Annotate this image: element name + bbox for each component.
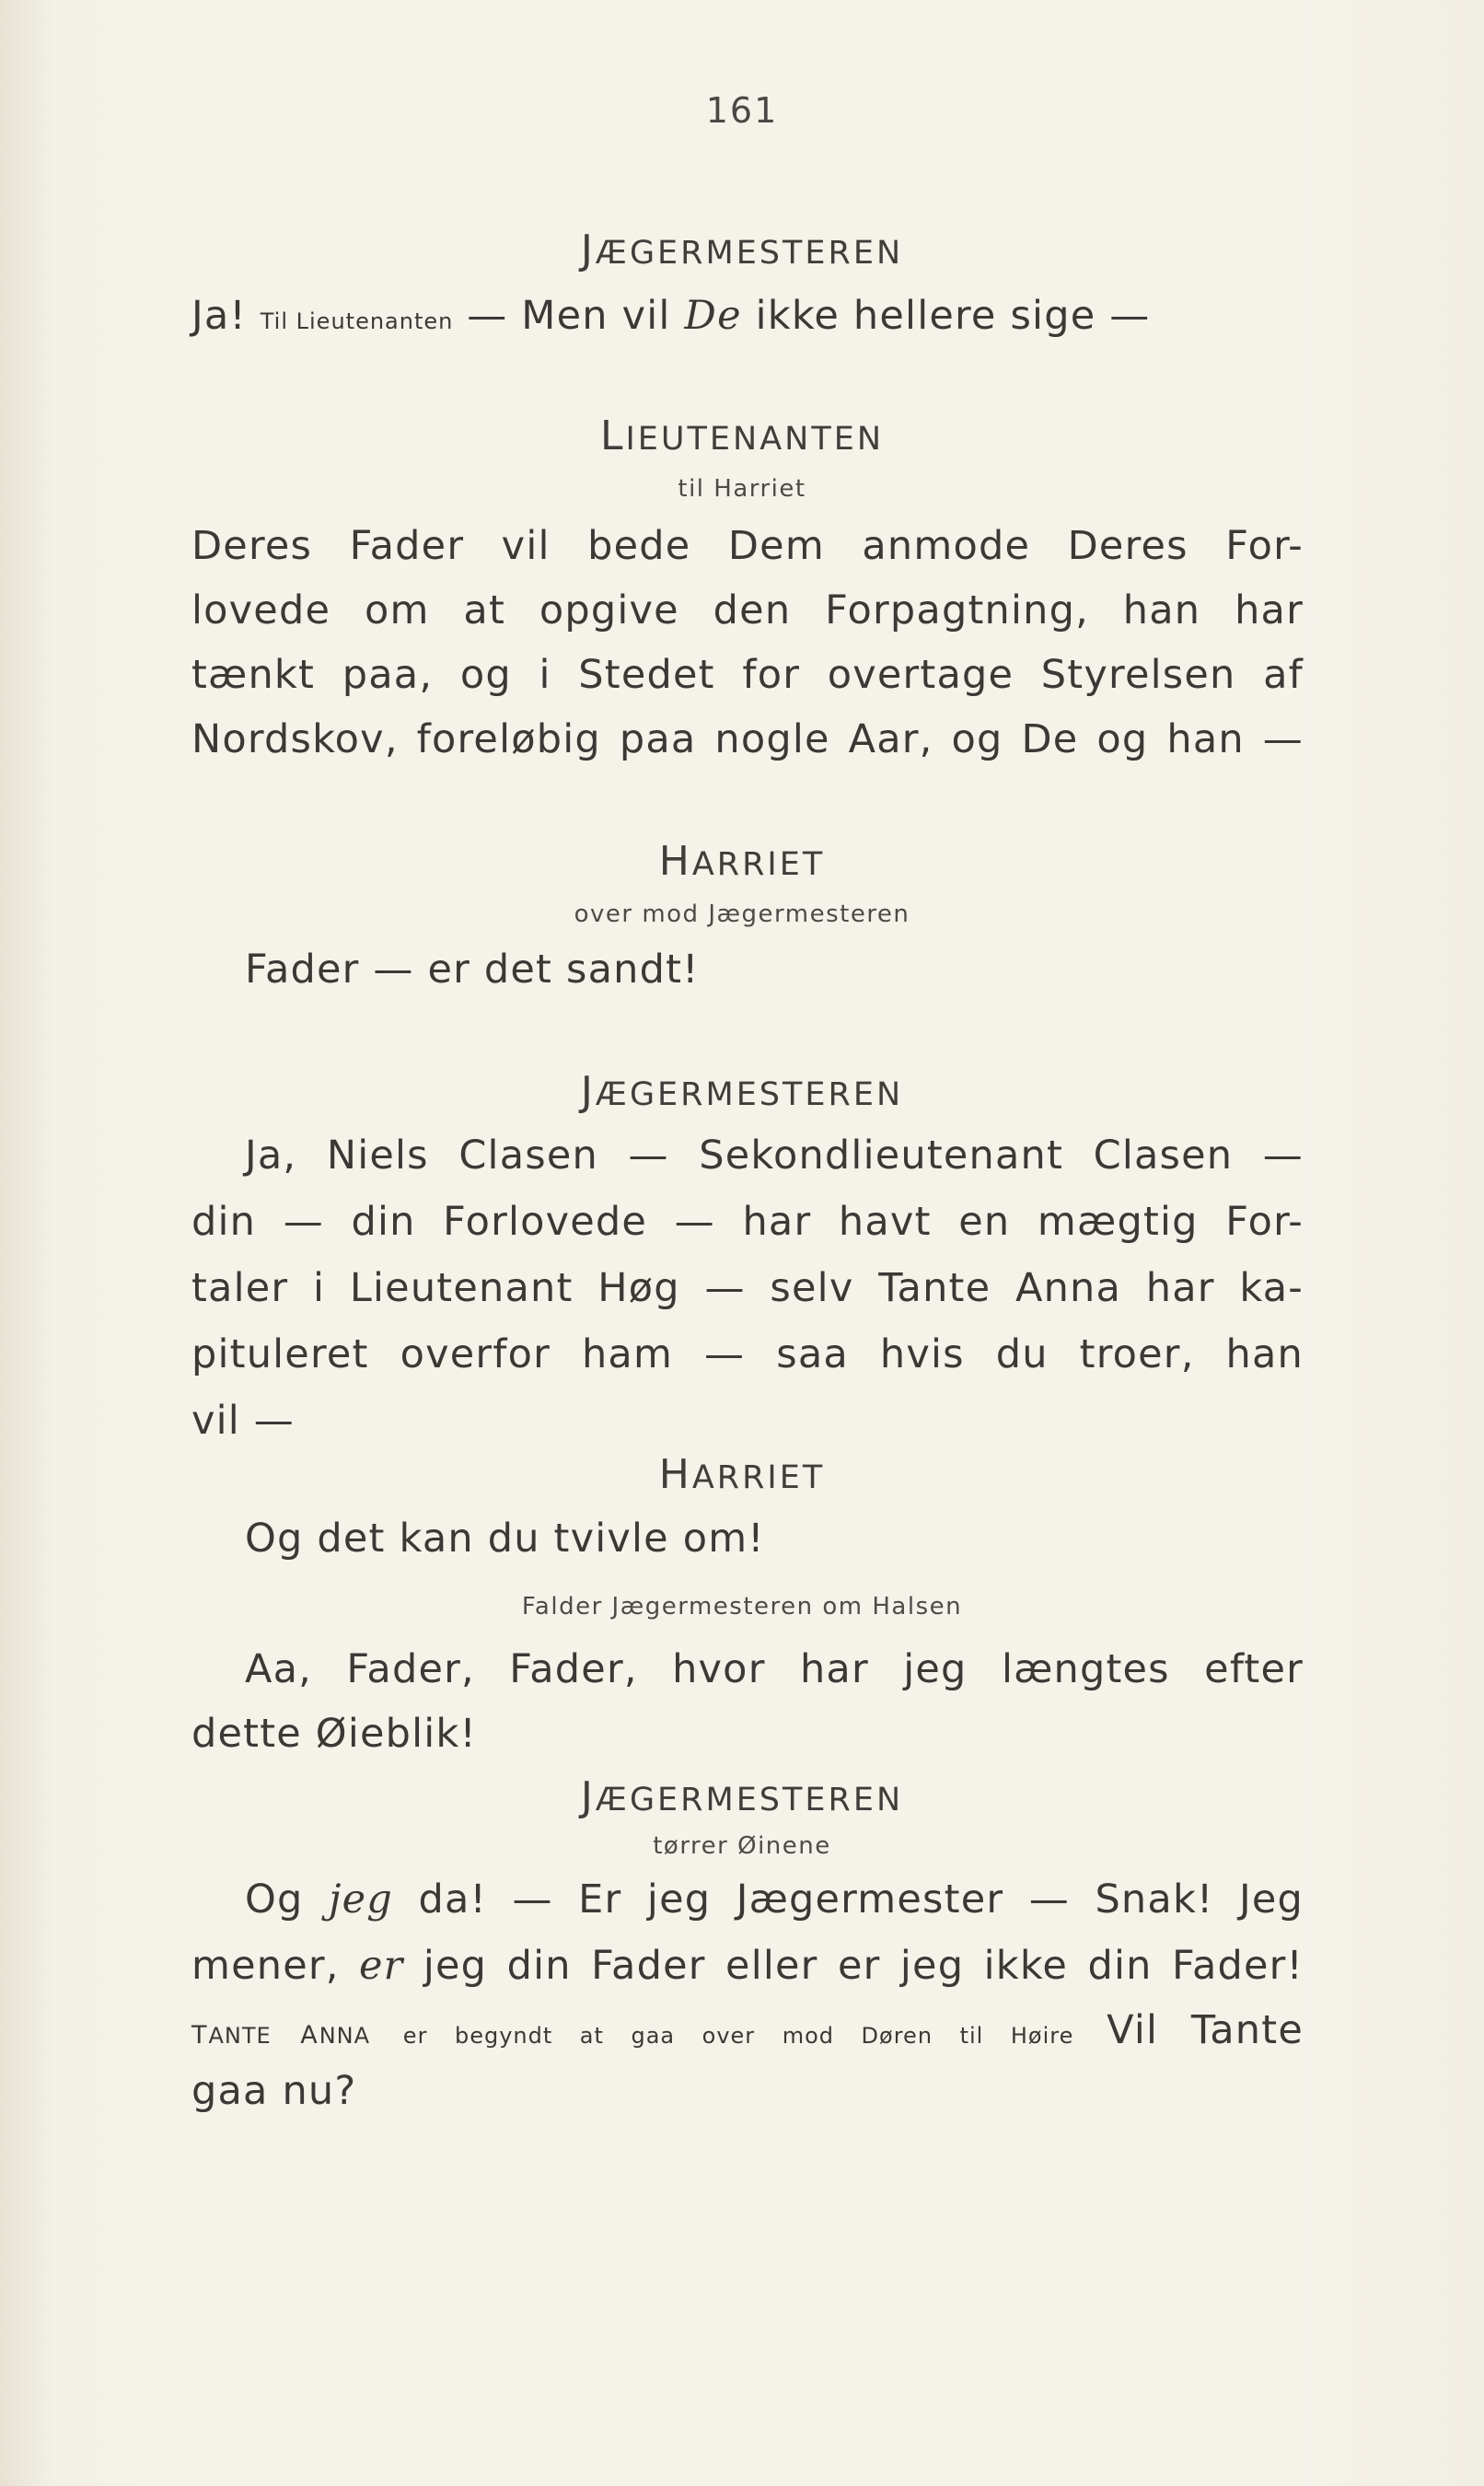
text-run: jeg din Fader eller er jeg ikke din Fader! [423, 1943, 1304, 1989]
dialogue-line: dette Øieblik! [191, 1711, 477, 1757]
dialogue-line: lovede om at opgive den Forpagtning, han har [191, 587, 1304, 633]
speaker-rest: ARRIET [691, 846, 826, 883]
speaker-initial: J [580, 227, 596, 273]
text-run: Og [245, 1876, 304, 1923]
speaker-heading [0, 1068, 1484, 1115]
stage-direction: tørrer Øinene [653, 1832, 831, 1860]
dialogue-line: gaa nu? [191, 2068, 357, 2114]
dialogue-line [191, 2007, 1304, 2053]
speaker-heading [0, 1773, 1484, 1820]
page-number: 161 [705, 90, 779, 131]
dialogue-line: Og det kan du tvivle om! [245, 1516, 765, 1562]
speaker-initial: L [599, 412, 626, 459]
speaker-initial: J [580, 1773, 596, 1820]
dialogue-line: taler i Lieutenant Høg — selv Tante Anna har ka- [191, 1265, 1304, 1311]
dialogue-line: Deres Fader vil bede Dem anmode Deres For- [191, 523, 1304, 569]
stage-direction: Til Lieutenanten [260, 308, 454, 334]
dialogue-line: Fader — er det sandt! [245, 947, 700, 993]
italic-text: De [684, 293, 742, 339]
dialogue-line [245, 1876, 1304, 1923]
dialogue-line: Ja, Niels Clasen — Sekondlieutenant Clasen — [245, 1133, 1304, 1179]
name-initial: A [300, 2021, 319, 2050]
speaker-rest: IEUTENANTEN [625, 421, 885, 458]
small-caps-name [191, 2021, 370, 2050]
speaker-heading [0, 412, 1484, 459]
dialogue-line: tænkt paa, og i Stedet for overtage Styrelsen af [191, 652, 1304, 698]
dialogue-line: Aa, Fader, Fader, hvor har jeg længtes efter [245, 1646, 1304, 1692]
text-run: ikke hellere sige — [755, 293, 1151, 339]
speaker-initial: H [658, 1451, 692, 1498]
stage-direction: er begyndt at gaa over mod Døren til Høire [402, 2023, 1074, 2049]
text-run: Vil Tante [1107, 2007, 1304, 2053]
speaker-heading [0, 227, 1484, 273]
stage-direction: Falder Jægermesteren om Halsen [521, 1593, 963, 1621]
speaker-rest: ARRIET [691, 1459, 826, 1496]
speaker-heading [0, 1451, 1484, 1498]
speaker-rest: ÆGERMESTEREN [595, 235, 904, 272]
dialogue-line [191, 1943, 1304, 1989]
dialogue-line: vil — [191, 1398, 296, 1444]
name-rest: NNA [319, 2023, 371, 2049]
stage-direction: over mod Jægermesteren [574, 900, 910, 928]
speaker-initial: H [658, 838, 692, 885]
text-run: mener, [191, 1943, 340, 1989]
name-initial: T [191, 2021, 209, 2050]
text-run: — Men vil [467, 293, 671, 339]
dialogue-line [191, 293, 1150, 339]
name-rest: ANTE [208, 2023, 272, 2049]
dialogue-line: pituleret overfor ham — saa hvis du troer, han [191, 1331, 1304, 1377]
speaker-heading [0, 838, 1484, 885]
text-run: Ja! [191, 293, 247, 339]
dialogue-line: din — din Forlovede — har havt en mægtig For- [191, 1199, 1304, 1245]
speaker-rest: ÆGERMESTEREN [595, 1076, 904, 1113]
stage-direction: til Harriet [678, 475, 806, 503]
italic-text: jeg [329, 1876, 393, 1923]
dialogue-line: Nordskov, foreløbig paa nogle Aar, og De og han — [191, 716, 1304, 762]
italic-text: er [359, 1943, 404, 1989]
speaker-initial: J [580, 1068, 596, 1115]
speaker-rest: ÆGERMESTEREN [595, 1782, 904, 1818]
text-run: da! — Er jeg Jægermester — Snak! Jeg [418, 1876, 1304, 1923]
